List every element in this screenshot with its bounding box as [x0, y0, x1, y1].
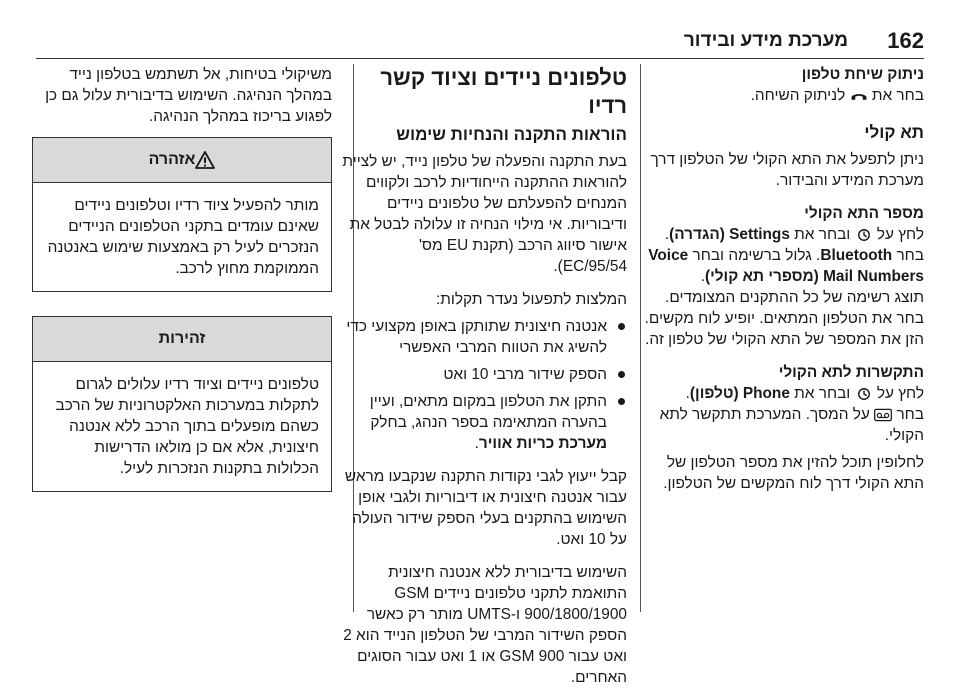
voicemail-number-step5: הזן את המספר של התא הקולי של טלפון זה. [645, 331, 924, 348]
menu-button-icon [855, 387, 873, 401]
consult-paragraph: קבל ייעוץ לגבי נקודות התקנה שנקבעו מראש עבור אנטנה חיצונית או דיבוריות ולגבי אופן השימוש בהתקנים בעלי הספק שידור העולה על 10 ואט. [344, 468, 627, 548]
page-number: 162 [887, 28, 924, 53]
section-heading-call-voicemail: התקשרות לתא הקולי [778, 364, 924, 381]
warning-title: אזהרה [148, 151, 196, 168]
list-item [342, 316, 627, 358]
recommendations-intro: המלצות לתפעול נעדר תקלות: [435, 291, 627, 308]
text-fragment: לחץ על [876, 226, 924, 243]
caution-body: טלפונים ניידים וציוד רדיו עלולים לגרום לתקלות במערכות האלקטרוניות של הרכב כשהם מופעלים בתוך הרכב ללא אנטנה חיצונית, אלא אם כן מולאו הדרישות הכלולות בתקנות הנזכרות לעיל. [55, 376, 319, 477]
voicemail-number-step3: תוצג רשימה של כל ההתקנים המצומדים. [665, 289, 924, 306]
text-fragment: . [664, 226, 670, 243]
bullet-icon [618, 371, 625, 378]
call-voicemail-step2 [640, 404, 924, 446]
text-fragment: . [474, 435, 479, 452]
warning-box [32, 137, 332, 292]
text-fragment: ובחר את [794, 385, 851, 402]
text-fragment: בחר [896, 406, 924, 423]
menu-button-icon [855, 228, 873, 242]
section-heading-voicemail: תא קולי [864, 123, 924, 142]
section-heading-end-call: ניתוק שיחת טלפון [801, 66, 924, 83]
list-item [342, 391, 627, 454]
voicemail-icon [874, 408, 892, 422]
text-fragment: בחר את [871, 87, 924, 104]
bluetooth-term: Bluetooth [820, 247, 893, 264]
bullet-icon [618, 323, 625, 330]
caution-header: זהירות [33, 317, 331, 362]
column-left [32, 64, 332, 492]
handsfree-paragraph: השימוש בדיבורית ללא אנטנה חיצונית התואמת לתקני טלפונים ניידים GSM 900/1800/1900 ו-UMTS מותר רק כאשר הספק השידור המרבי של הטלפון הנייד הוא 2 ואט עבור GSM 900 או 1 ואט עבור הסוגים האחרים. [343, 564, 627, 686]
list-item [342, 364, 627, 385]
column-right [640, 64, 924, 494]
caution-box [32, 316, 332, 492]
chapter-subtitle: הוראות התקנה והנחיות שימוש [396, 125, 627, 144]
header-rule [36, 58, 924, 59]
list-item-text: אנטנה חיצונית שתותקן באופן מקצועי כדי להשיג את הטווח המרבי האפשרי [346, 318, 607, 356]
text-fragment: . גלול ברשימה ובחר [692, 247, 821, 264]
page-header [0, 0, 960, 60]
phone-term: Phone (טלפון) [689, 385, 790, 402]
list-item-text: התקן את הטלפון במקום מתאים, ועיין בהערה המתאימה בספר הנהג, בחלק [369, 393, 607, 431]
voicemail-number-step2 [640, 245, 924, 287]
section-heading-voicemail-number: מספר התא הקולי [804, 205, 924, 222]
text-fragment: ובחר את [794, 226, 851, 243]
settings-term: Settings (הגדרה) [669, 226, 790, 243]
text-fragment: . [700, 268, 705, 285]
text-fragment: לניתוק השיחה. [750, 87, 846, 104]
end-call-text [640, 85, 924, 106]
voice-mail-numbers-term: Voice Mail Numbers (מספרי תא קולי) [648, 247, 924, 285]
warning-triangle-icon [195, 151, 215, 169]
text-fragment: בחר [896, 247, 924, 264]
call-voicemail-step1 [640, 383, 924, 404]
recommendations-list [342, 316, 627, 454]
page-title: מערכת מידע ובידור [683, 30, 848, 51]
list-item-text: הספק שידור מרבי 10 ואט [443, 366, 607, 383]
bullet-icon [618, 398, 625, 405]
voicemail-number-step1 [640, 224, 924, 245]
call-voicemail-alternative: לחלופין תוכל להזין את מספר הטלפון של התא הקולי דרך לוח המקשים של הטלפון. [663, 454, 924, 492]
text-fragment: . [685, 385, 690, 402]
voicemail-number-step4: בחר את הטלפון המתאים. יופיע לוח מקשים. [644, 310, 924, 327]
warning-body: מותר להפעיל ציוד רדיו וטלפונים ניידים שאינם עומדים בתקני הטלפונים הניידים הנזכרים לעיל רק באמצעות שימוש באנטנה הממוקמת מחוץ לרכב. [47, 197, 319, 277]
installation-paragraph: בעת התקנה והפעלה של טלפון נייד, יש לציית להוראות ההתקנה הייחודיות לרכב ולקווים המנחים להפעלתם של טלפונים ניידים ודיבוריות. אי מילוי הנחיה זו עלולה לבטל את אישור סיווג הרכב (תקנת EU מס' 95/54/EC). [342, 153, 627, 275]
column-middle [342, 64, 627, 688]
text-fragment: על המסך. המערכת תתקשר לתא הקולי. [659, 406, 924, 444]
chapter-title: טלפונים ניידים וציוד קשר רדיו [380, 65, 627, 118]
hang-up-icon [850, 89, 868, 103]
airbag-term: מערכת כריות אוויר [478, 435, 607, 452]
text-fragment: לחץ על [876, 385, 924, 402]
voicemail-intro: ניתן לתפעל את התא הקולי של הטלפון דרך מערכת המידע והבידור. [650, 151, 924, 189]
safety-paragraph: משיקולי בטיחות, אל תשתמש בטלפון נייד במהלך הנהיגה. השימוש בדיבורית עלול גם כן לפגוע בריכוז במהלך הנהיגה. [45, 66, 332, 125]
warning-header [33, 138, 331, 183]
